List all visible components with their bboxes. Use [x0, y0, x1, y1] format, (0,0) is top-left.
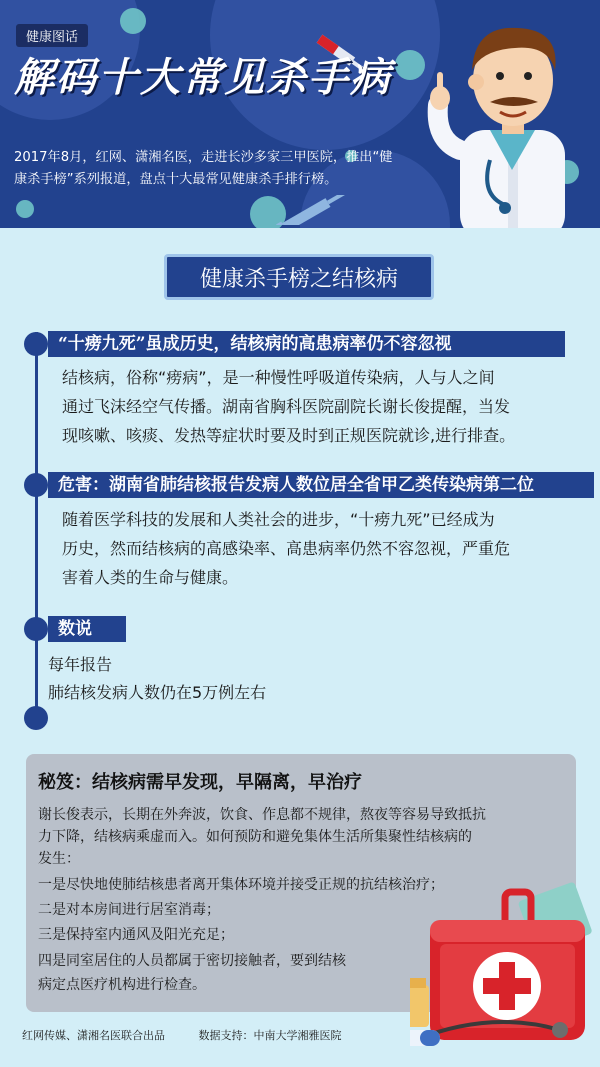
timeline-dot: [24, 706, 48, 730]
tips-title: 秘笈：结核病需早发现，早隔离，早治疗: [38, 772, 362, 793]
body-line: 通过飞沫经空气传播。湖南省胸科医院副院长谢长俊提醒，当发: [62, 397, 511, 416]
item-heading: 数说: [48, 616, 126, 642]
item-heading: “十痨九死”虽成历史，结核病的高患病率仍不容忽视: [48, 331, 565, 357]
header-banner: [0, 0, 600, 228]
decor-dot: [120, 8, 146, 34]
tips-line: 二是对本房间进行居室消毒；: [38, 902, 220, 918]
stat-line: 每年报告: [48, 655, 113, 674]
tips-line: 三是保持室内通风及阳光充足；: [38, 927, 234, 943]
syringe-icon: [270, 195, 360, 225]
timeline-dot: [24, 617, 48, 641]
page-title: 解码十大常见杀手病: [14, 55, 392, 101]
timeline-dot: [24, 332, 48, 356]
tips-line: 谢长俊表示，长期在外奔波，饮食、作息都不规律，熬夜等容易导致抵抗: [38, 807, 486, 823]
tips-line: 发生：: [38, 851, 80, 867]
footer-credit: 红网传媒、潇湘名医联合出品: [22, 1029, 165, 1042]
category-tag: 健康图话: [16, 24, 88, 47]
body-line: 结核病，俗称“痨病”，是一种慢性呼吸道传染病，人与人之间: [62, 368, 495, 387]
tips-line: 一是尽快地使肺结核患者离开集体环境并接受正规的抗结核治疗；: [38, 877, 444, 893]
footer-data-source: 数据支持：中南大学湘雅医院: [198, 1029, 342, 1042]
body-line: 害着人类的生命与健康。: [62, 568, 239, 587]
body-line: 历史，然而结核病的高感染率、高患病率仍然不容忽视，严重危: [62, 539, 511, 558]
first-aid-kit-icon: [410, 880, 595, 1060]
item-body: [62, 363, 592, 450]
item-heading: 危害：湖南省肺结核报告发病人数位居全省甲乙类传染病第二位: [48, 472, 594, 498]
stat-text: [48, 652, 266, 705]
timeline-line: [35, 332, 38, 720]
tips-line: 四是同室居住的人员都属于密切接触者，要到结核: [38, 953, 346, 969]
timeline-dot: [24, 473, 48, 497]
doctor-illustration: [420, 10, 590, 228]
body-line: 现咳嗽、咳痰、发热等症状时要及时到正规医院就诊,进行排查。: [62, 426, 516, 445]
decor-dot: [16, 200, 34, 218]
body-line: 随着医学科技的发展和人类社会的进步，“十痨九死”已经成为: [62, 510, 495, 529]
tips-line: 病定点医疗机构进行检查。: [38, 977, 206, 993]
stat-line: 肺结核发病人数仍在5万例左右: [48, 683, 267, 702]
section-title: 健康杀手榜之结核病: [164, 254, 434, 300]
footer: [22, 1027, 372, 1043]
tips-line: 力下降，结核病乘虚而入。如何预防和避免集体生活所集聚性结核病的: [38, 829, 472, 845]
intro-text: 2017年8月，红网、潇湘名医，走进长沙多家三甲医院，推出“健康杀手榜”系列报道，盘点十大最常见健康杀手排行榜。: [14, 150, 393, 187]
item-body: [62, 505, 592, 592]
